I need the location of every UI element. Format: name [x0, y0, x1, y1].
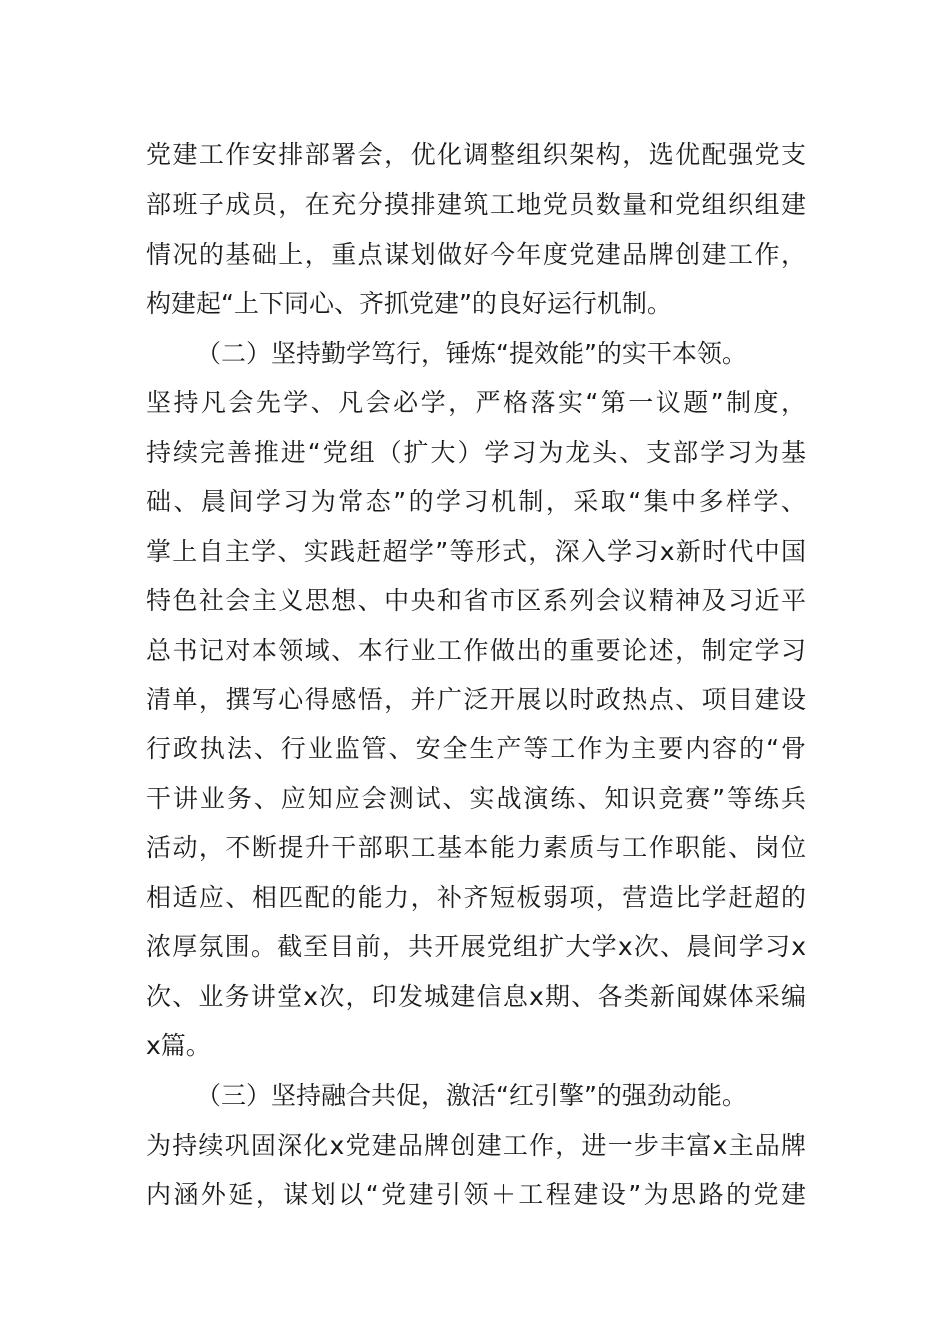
text-line: 内涵外延，谋划以“党建引领＋工程建设”为思路的党建	[146, 1180, 806, 1209]
text-line: 特色社会主义思想、中央和省市区系列会议精神及习近平	[146, 586, 806, 615]
section-heading-2: （二）坚持勤学笃行，锤炼“提效能”的实干本领。	[196, 339, 747, 368]
text-line: 为持续巩固深化x党建品牌创建工作，进一步丰富x主品牌	[146, 1131, 806, 1160]
text-line: 掌上自主学、实践赶超学”等形式，深入学习x新时代中国	[146, 537, 806, 566]
text-line: 行政执法、行业监管、安全生产等工作为主要内容的“骨	[146, 734, 806, 763]
text-line: 情况的基础上，重点谋划做好今年度党建品牌创建工作，	[146, 240, 806, 269]
text-line: 清单，撰写心得感悟，并广泛开展以时政热点、项目建设	[146, 685, 806, 714]
text-line: 坚持凡会先学、凡会必学，严格落实“第一议题”制度，	[146, 388, 806, 417]
text-line: 部班子成员，在充分摸排建筑工地党员数量和党组织组建	[146, 190, 806, 219]
text-line: x篇。	[146, 1031, 211, 1060]
section-heading-3: （三）坚持融合共促，激活“红引擎”的强劲动能。	[196, 1081, 747, 1110]
text-line: 次、业务讲堂x次，印发城建信息x期、各类新闻媒体采编	[146, 982, 806, 1011]
text-line: 总书记对本领域、本行业工作做出的重要论述，制定学习	[146, 636, 806, 665]
text-line: 活动，不断提升干部职工基本能力素质与工作职能、岗位	[146, 833, 806, 862]
text-line: 相适应、相匹配的能力，补齐短板弱项，营造比学赶超的	[146, 883, 806, 912]
text-line: 构建起“上下同心、齐抓党建”的良好运行机制。	[146, 289, 672, 318]
text-line: 持续完善推进“党组（扩大）学习为龙头、支部学习为基	[146, 438, 806, 467]
text-line: 党建工作安排部署会，优化调整组织架构，选优配强党支	[146, 140, 806, 169]
text-line: 浓厚氛围。截至目前，共开展党组扩大学x次、晨间学习x	[146, 932, 806, 961]
text-line: 干讲业务、应知应会测试、实战演练、知识竞赛”等练兵	[146, 784, 806, 813]
text-line: 础、晨间学习为常态”的学习机制，采取“集中多样学、	[146, 487, 806, 516]
